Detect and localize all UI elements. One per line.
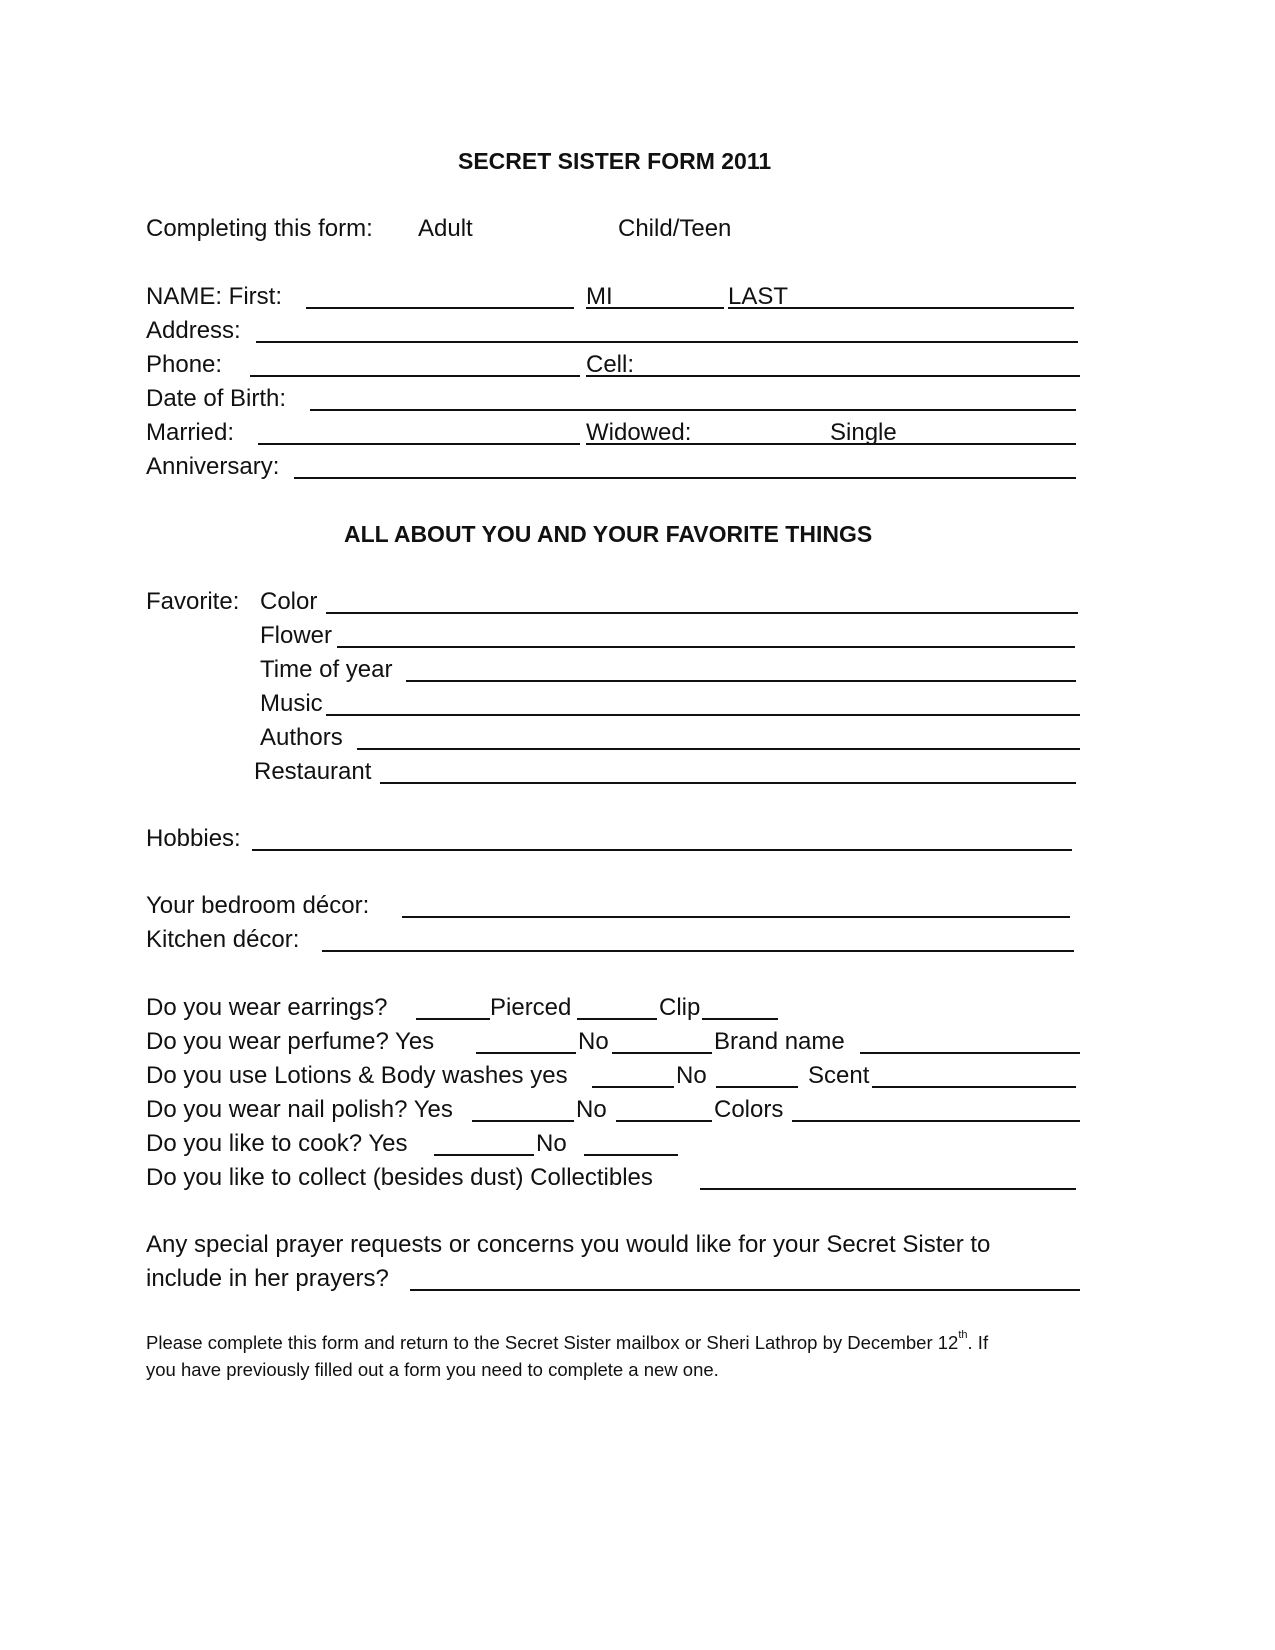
cook-no-label: No bbox=[536, 1130, 567, 1157]
pierced-label: Pierced bbox=[490, 994, 572, 1021]
perfume-yes-field[interactable] bbox=[476, 1052, 576, 1054]
brand-name-label: Brand name bbox=[714, 1028, 845, 1055]
clip-field[interactable] bbox=[702, 1018, 778, 1020]
cell-field[interactable] bbox=[586, 375, 1080, 377]
favorite-restaurant-label: Restaurant bbox=[254, 758, 372, 785]
favorite-flower-label: Flower bbox=[260, 622, 333, 649]
footer-note-line-1 bbox=[146, 1330, 988, 1356]
mi-field[interactable] bbox=[586, 307, 724, 309]
option-adult[interactable]: Adult bbox=[418, 215, 473, 242]
bedroom-decor-label: Your bedroom décor: bbox=[146, 892, 370, 919]
married-field[interactable] bbox=[258, 443, 580, 445]
favorite-flower-field[interactable] bbox=[337, 646, 1075, 648]
kitchen-decor-field[interactable] bbox=[322, 950, 1074, 952]
favorite-color-label: Color bbox=[260, 588, 318, 615]
clip-label: Clip bbox=[659, 994, 701, 1021]
cell-label: Cell: bbox=[586, 351, 635, 378]
phone-label: Phone: bbox=[146, 351, 223, 378]
collect-question: Do you like to collect (besides dust) Collectibles bbox=[146, 1164, 653, 1191]
favorite-color-field[interactable] bbox=[326, 612, 1078, 614]
scent-label: Scent bbox=[808, 1062, 870, 1089]
favorite-music-label: Music bbox=[260, 690, 323, 717]
option-child-teen[interactable]: Child/Teen bbox=[618, 215, 732, 242]
nails-no-label: No bbox=[576, 1096, 607, 1123]
footer-text-a: Please complete this form and return to the Secret Sister mailbox or Sheri Lathrop by December 12 bbox=[146, 1332, 959, 1353]
collectibles-field[interactable] bbox=[700, 1188, 1076, 1190]
hobbies-label: Hobbies: bbox=[146, 825, 241, 852]
prayer-line-1: Any special prayer requests or concerns you would like for your Secret Sister to bbox=[146, 1231, 991, 1258]
dob-label: Date of Birth: bbox=[146, 385, 287, 412]
footer-text-b: . If bbox=[967, 1332, 989, 1353]
cook-yes-field[interactable] bbox=[434, 1154, 534, 1156]
nail-polish-question: Do you wear nail polish? Yes bbox=[146, 1096, 453, 1123]
section-heading: ALL ABOUT YOU AND YOUR FAVORITE THINGS bbox=[344, 521, 873, 547]
lotions-no-field[interactable] bbox=[716, 1086, 798, 1088]
colors-label: Colors bbox=[714, 1096, 784, 1123]
scent-field[interactable] bbox=[872, 1086, 1076, 1088]
anniversary-label: Anniversary: bbox=[146, 453, 280, 480]
cook-no-field[interactable] bbox=[584, 1154, 678, 1156]
address-field[interactable] bbox=[256, 341, 1078, 343]
phone-field[interactable] bbox=[250, 375, 580, 377]
widowed-label: Widowed: bbox=[586, 419, 692, 446]
cook-question: Do you like to cook? Yes bbox=[146, 1130, 408, 1157]
first-name-field[interactable] bbox=[306, 307, 574, 309]
footer-note-line-2: you have previously filled out a form you need to complete a new one. bbox=[146, 1359, 719, 1380]
favorite-music-field[interactable] bbox=[326, 714, 1080, 716]
page-title: SECRET SISTER FORM 2011 bbox=[458, 148, 772, 174]
bedroom-decor-field[interactable] bbox=[402, 916, 1070, 918]
lotions-no-label: No bbox=[676, 1062, 707, 1089]
hobbies-field[interactable] bbox=[252, 849, 1072, 851]
completing-label: Completing this form: bbox=[146, 215, 373, 242]
nails-no-field[interactable] bbox=[616, 1120, 712, 1122]
footer-superscript: th bbox=[958, 1329, 968, 1341]
brand-name-field[interactable] bbox=[860, 1052, 1080, 1054]
favorite-label: Favorite: bbox=[146, 588, 240, 615]
earrings-question: Do you wear earrings? bbox=[146, 994, 388, 1021]
married-label: Married: bbox=[146, 419, 235, 446]
dob-field[interactable] bbox=[310, 409, 1076, 411]
favorite-restaurant-field[interactable] bbox=[380, 782, 1076, 784]
nails-yes-field[interactable] bbox=[472, 1120, 574, 1122]
last-name-field[interactable] bbox=[728, 307, 1074, 309]
prayer-line-2: include in her prayers? bbox=[146, 1265, 389, 1292]
perfume-question: Do you wear perfume? Yes bbox=[146, 1028, 435, 1055]
lotions-yes-field[interactable] bbox=[592, 1086, 674, 1088]
earrings-field[interactable] bbox=[416, 1018, 490, 1020]
favorite-time-label: Time of year bbox=[260, 656, 393, 683]
name-first-label: NAME: First: bbox=[146, 283, 282, 310]
perfume-no-label: No bbox=[578, 1028, 609, 1055]
colors-field[interactable] bbox=[792, 1120, 1080, 1122]
favorite-authors-field[interactable] bbox=[357, 748, 1080, 750]
prayer-field[interactable] bbox=[410, 1289, 1080, 1291]
last-label: LAST bbox=[728, 283, 789, 310]
single-label: Single bbox=[830, 419, 897, 446]
mi-label: MI bbox=[586, 283, 613, 310]
anniversary-field[interactable] bbox=[294, 477, 1076, 479]
favorite-authors-label: Authors bbox=[260, 724, 343, 751]
favorite-time-field[interactable] bbox=[406, 680, 1076, 682]
address-label: Address: bbox=[146, 317, 241, 344]
perfume-no-field[interactable] bbox=[612, 1052, 712, 1054]
kitchen-decor-label: Kitchen décor: bbox=[146, 926, 300, 953]
pierced-field[interactable] bbox=[577, 1018, 657, 1020]
lotions-question: Do you use Lotions & Body washes yes bbox=[146, 1062, 568, 1089]
